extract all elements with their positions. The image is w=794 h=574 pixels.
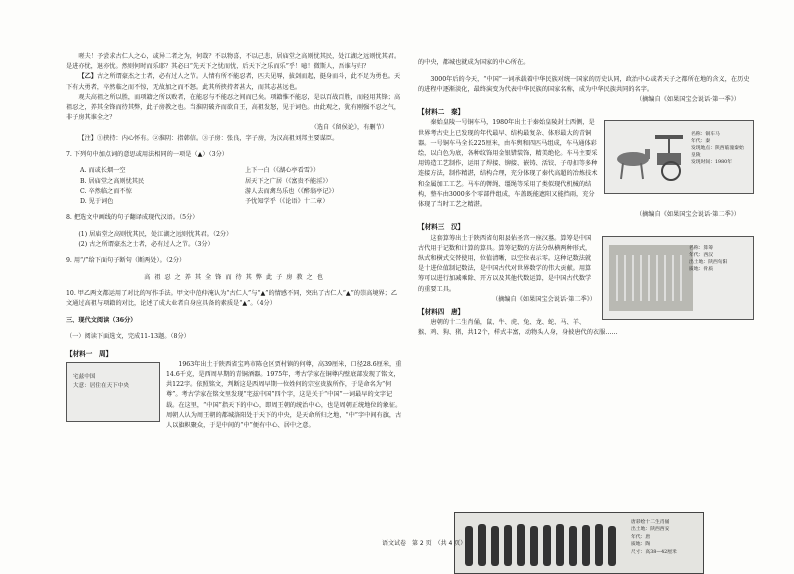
material-4-heading: 【材料四 唐】 [418,308,465,317]
figurine-caption-era: 年代：唐 [631,534,651,540]
question-9: 9. 用“/”给下面句子断句（断两处）。（2分） [66,257,186,265]
page-footer: 语文试卷 第 2 页 （共 4 页） [382,540,467,547]
chariot-caption-era: 年代：秦 [691,139,711,145]
material-1-para-2: 3000年后的今天，“中国”一词承载着中华民族对统一国家的历史认同，政治中心或者天子之都所在地的含义，在历史的进程中逐渐淡化，最终演变为代表中华民族的国家名称，成为中华民族共同的名字。 [418,75,750,93]
passage-jia-para: 嗟夫！予尝求古仁人之心，或异二者之为，何哉？不以物喜，不以己悲，居庙堂之高则忧其民，处江湖之远则忧其君。是进亦忧，退亦忧。然则何时而乐耶？其必曰“先天下之忧而忧，后天下之乐而乐”乎！噫！微斯人，吾谁与归？ [66,53,401,71]
passage-yi-para-2: 观夫高祖之所以胜，而项籍之所以败者，在能忍与不能忍之间而已矣。项籍惟不能忍，是以百战百胜，而轻用其锋；高祖忍之，养其全锋而待其弊，此子房教之也。当淮阴破齐而欲自王，高祖发怒，见于词色。由此观之，犹有刚强不忍之气，非子房其谁全之？ [66,93,401,122]
material-1-text: 1963年出土于陕西省宝鸡市陈仓区贾村镇的何尊，高39厘米，口径28.6厘米，重14.6千克，是西周早期的青铜酒器。1975年，考古学家在铜尊内壁底部发现了铭文，共122字。依照铭文，判断这是西周早期一位姓何的宗室贵族所作，于是命名为“何尊”。考古学家在铭文里发现“宅兹中国”四个字，这是关于“中国”一词最早的文字记载。在这里，“中国”指天下的中心，即周王朝的统治中心，也是周朝正统地位的象征。周朝人认为周王朝的都城洛阳处于天下的中央，是天命所归之地，“中”字中间有旗，古人以旗帜聚众，于是中间的“中”便有中心、居中之意。 [166,360,402,429]
chariot-caption-name: 名称：铜车马 [691,132,720,138]
left-column [66,52,402,431]
material-1-heading: 【材料一 周】 [66,349,113,358]
figurine-caption-site: 出土地：陕西西安 [631,527,670,533]
annotation-note: 【注】①挟持：内心怀有。②淮阴：指韩信。③子房：张良，字子房，为汉高祖刘邦主要谋臣。 [78,134,339,142]
material-2-text: 秦始皇陵一号铜车马，1980年出土于秦始皇陵封土西侧，是世界考古史上已发现的年代最早、结构最复杂、体形最大的青铜器。一号铜车马全长225厘米，由车舆和四匹马组成，车马通体彩绘，以白色为底，各种纹饰用金银错装饰，精美绝伦。车马主要采用铸造工艺制作，运用了焊接、铆接、嵌铸、活铰、子母扣等多种连接方法，制作精湛，结构合理，充分体现了秦代高超的冶炼技术和金属加工工艺。马车的辔绳、缰绳等采用了类似现代机械的结构，整车由3000多个零部件组成，车盖既能遮阳又能挡雨，充分体现了当时工艺之精湛。 [418,119,598,209]
figurine-caption-material: 质地：陶 [631,542,651,548]
question-9-text: 高 祖 忍 之 养 其 全 锋 而 待 其 弊 此 子 房 教 之 也 [144,273,324,281]
bronze-chariot-image [604,120,754,194]
question-8-2: (2) 古之所谓豪杰之士者，必有过人之节。（3分） [78,241,214,248]
passage-yi-label: 【乙】 [78,73,97,81]
inscription-title: 宅兹中国 [73,373,96,380]
section-3-1-heading: （一）阅读下面选文，完成11-13题。（8分） [66,333,190,341]
material-2-heading: 【材料二 秦】 [418,108,465,117]
counting-rods-illustration [609,245,693,311]
passage-yi-para [66,72,402,92]
material-1-continued: 的中央，都城也就成为国家的中心所在。 [418,59,530,67]
inscription-image [66,362,160,422]
question-10: 10. 甲乙两文都运用了对比的写作手法。甲文中范仲淹认为“古仁人”与“▲”的情感不同，突出了古仁人“▲”的崇高境界；乙文通过高祖与项籍的对比，论述了成大业者自身应具备的素质是“▲”。（4分） [66,290,398,308]
rods-caption-era: 年代：西汉 [689,252,713,258]
inscription-meaning: 大意：居住在天下中央 [73,382,129,389]
section-3-heading: 三、现代文阅读（36分） [66,316,137,324]
material-3-heading: 【材料三 汉】 [418,223,465,232]
chariot-illustration [611,127,691,187]
chariot-caption-date: 发现时间：1980年 [691,160,732,166]
rods-caption-site: 出土地：陕西旬阳 [689,260,728,266]
material-3-source: （摘编自《如果国宝会说话·第二季》） [491,295,596,303]
figurine-caption-title: 唐彩绘十二生肖俑 [631,520,670,525]
question-7: 7. 下列句中加点词的意思或用法相同的一项是（▲）（3分） [66,151,228,159]
material-1-source: （摘编自《如果国宝会说话·第一季》） [635,95,740,103]
counting-rods-image [602,236,754,320]
passage-yi-text: 古之所谓豪杰之士者，必有过人之节。人情有所不能忍者，匹夫见辱，拔剑而起，挺身而斗，此不足为勇也。天下有大勇者，卒然临之而不惊，无故加之而不怒。此其所挟持者甚大，而其志甚远也。 [66,73,401,91]
zodiac-figurines-illustration [459,514,627,572]
chariot-caption-site: 发现地点：陕西临潼秦始皇陵 [691,146,744,159]
passage-yi-source: （选自《留侯论》，有删节） [310,124,388,132]
q7-option-a: A. 而或长烟一空 上下一白（《湖心亭看雪》） [80,167,320,175]
q7-option-d: D. 见于词色 予忧知学乎（《论语》十二章） [80,198,329,206]
q7-option-c: C. 卒然临之而不惊 游人去而禽鸟乐也（《醉翁亭记》） [80,187,338,195]
zodiac-figurines-image [454,512,704,574]
rods-caption-material: 质地：骨质 [689,267,713,273]
rods-caption-name: 名称：算筹 [689,245,713,251]
material-3-text: 这套算筹出土于陕西省旬阳县佑圣宫一座汉墓。算筹是中国古代用于记数和计算的算具。算筹记数的方法分纵横两种形式，纵式和横式交替使用，位值清晰，以空位表示零。这种记数法就是十进位值制记数法，是中国古代对世界数学的伟大贡献。用算筹可以进行加减乘除、开方以及其他代数运算，是中国古代数学的重要工具。 [418,234,592,293]
material-2-source: （摘编自《如果国宝会说话·第二季》） [635,211,740,219]
material-4-text: 唐朝的十二生肖俑，鼠、牛、虎、兔、龙、蛇、马、羊、猴、鸡、狗、猪，共12个，样式丰富，动物头人身，身披唐代的衣服…… [418,319,618,337]
figurine-caption-size: 尺寸：高38—42厘米 [631,549,677,555]
question-8: 8. 把选文中画线的句子翻译成现代汉语。（5分） [66,214,199,222]
question-8-1: (1) 居庙堂之高则忧其民，处江湖之远则忧其君。（2分） [78,230,233,238]
q7-option-b: B. 居庙堂之高则忧其民 居天下之广居（《富贵不能淫》） [80,177,332,185]
